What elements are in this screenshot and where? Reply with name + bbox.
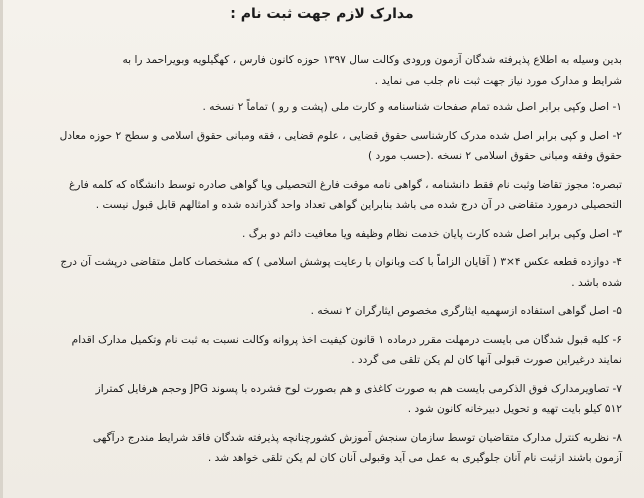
note-line: تبصره: مجوز تقاضا وثبت نام فقط دانشنامه ، گواهی نامه موقت فارغ التحصیلی ویا گواهی صادره توسط دانشگاه که کلمه فارغ (69, 178, 622, 191)
page-title: مدارک لازم جهت ثبت نام : (230, 6, 414, 22)
requirement-item-7 (22, 379, 622, 420)
item-line: ۱- اصل وکپی برابر اصل شده تمام صفحات شناسنامه و کارت ملی (پشت و رو ) تماماً ۲ نسخه . (202, 101, 622, 113)
requirement-item-4 (22, 252, 622, 293)
requirement-item-5 (22, 301, 622, 322)
requirement-item-8 (22, 428, 622, 469)
item-line: ۲- اصل و کپی برابر اصل شده مدرک کارشناسی حقوق قضایی ، علوم قضایی ، فقه ومبانی حقوق اسلامی و سطح ۲ حوزه معادل (59, 129, 622, 142)
item-line: ۵- اصل گواهی استفاده ازسهمیه ایثارگری مخصوص ایثارگران ۲ نسخه . (310, 305, 622, 317)
item-line: ۶- کلیه قبول شدگان می بایست درمهلت مقرر درماده ۱ قانون کیفیت اخذ پروانه وکالت نسبت به ثبت نام وتکمیل مدارک اقدام (71, 333, 622, 346)
item-line: ۵۱۲ کیلو بایت تهیه و تحویل دبیرخانه کانون شود . (407, 403, 622, 415)
item-line: حقوق وفقه ومبانی حقوق اسلامی ۲ نسخه .(حسب مورد ) (367, 150, 622, 162)
item-line: ۸- نظربه کنترل مدارک متقاضیان توسط سازمان سنجش آموزش کشورچنانچه پذیرفته شدگان فاقد شرایط مندرج درآگهی (92, 431, 622, 444)
scan-edge (0, 0, 3, 498)
intro-line: شرایط و مدارک مورد نیاز جهت ثبت نام جلب می نماید . (374, 74, 622, 87)
requirement-item-3 (22, 224, 622, 245)
intro-line: بدین وسیله به اطلاع پذیرفته شدگان آزمون ورودی وکالت سال ۱۳۹۷ حوزه کانون فارس ، کهگیلویه وبویراحمد را به (122, 54, 622, 66)
item-line: ۳- اصل وکپی برابر اصل شده کارت پایان خدمت نظام وظیفه ویا معافیت دائم دو برگ . (241, 227, 622, 240)
requirement-item-6 (22, 330, 622, 371)
item-line: نمایند درغیراین صورت قبولی آنها کان لم یکن تلقی می گردد . (351, 354, 622, 366)
note-paragraph (22, 175, 622, 216)
intro-paragraph (22, 50, 622, 91)
note-line: التحصیلی درمورد متقاضی در آن درج شده می باشد بنابراین گواهی تعداد واحد گذرانده شده و امثالهم قابل قبول نیست . (95, 199, 622, 211)
item-line: ۴- دوازده قطعه عکس ۴×۳ ( آقایان الزاماً با کت وبانوان با رعایت پوشش اسلامی ) که مشخصات کامل متقاضی درپشت آن درج (60, 256, 622, 268)
item-line: شده باشد . (571, 276, 622, 289)
requirement-item-2 (22, 126, 622, 167)
requirement-item-1 (22, 97, 622, 118)
item-line: ۷- تصاویرمدارک فوق الذکرمی بایست هم به صورت کاغذی و هم بصورت لوح فشرده با پسوند JPG وحجم هرفایل کمتراز (95, 382, 622, 395)
item-line: آزمون باشند ازثبت نام آنان جلوگیری به عمل می آید وقبولی آنان کان لم یکن تلقی خواهد شد . (207, 452, 622, 464)
